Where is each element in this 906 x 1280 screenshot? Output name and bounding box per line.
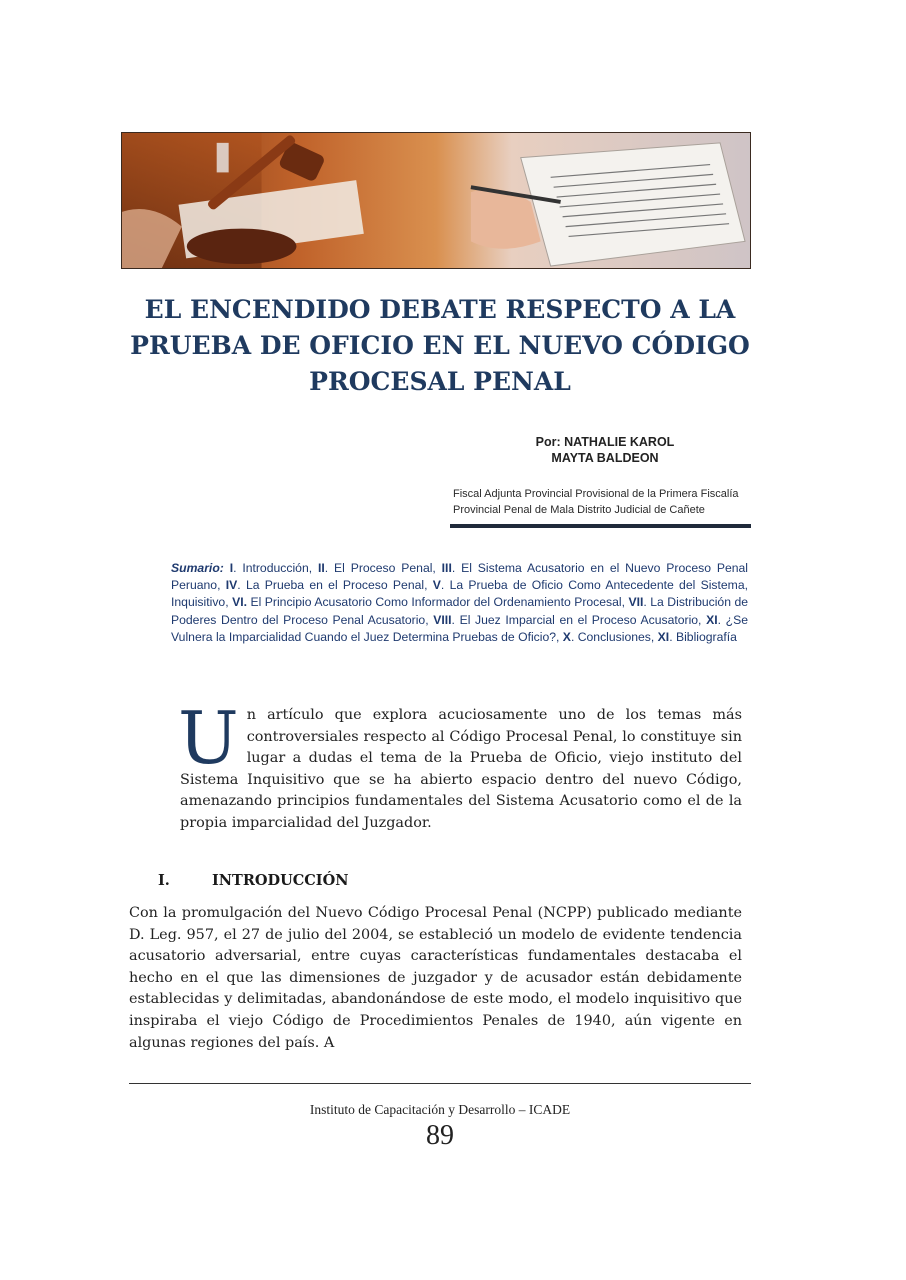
summary-item-num: XI [657, 629, 670, 644]
summary-item-text: El Proceso Penal, [334, 561, 436, 575]
footer-divider [129, 1083, 751, 1084]
summary-label: Sumario: [171, 561, 224, 575]
section-title: INTRODUCCIÓN [212, 872, 349, 889]
page-number: 89 [426, 1120, 454, 1151]
header-banner-image [121, 132, 751, 269]
section-body-paragraph: Con la promulgación del Nuevo Código Procesal Penal (NCPP) publicado mediante D. Leg. 957, el 27 de julio del 2004, se estableció un modelo de evidente tendencia acusatorio adversarial, entre cuyas características fundamentales destacaba el hecho en el que las dimensiones de juzgador y de acusador están debidamente establecidas y delimitadas, abandonándose de este modo, el modelo inquisitivo que inspiraba el viejo Código de Procedimientos Penales de 1940, aún vigente en algunas regiones del país. A [129, 905, 742, 1051]
summary-item-text: El Juez Imparcial en el Proceso Acusatorio, [459, 612, 702, 627]
section-heading [158, 872, 348, 889]
section-number: I. [158, 872, 170, 889]
summary-item-num: XI [706, 612, 718, 627]
summary-item-text: ¿Se Vulnera la Imparcialidad Cuando el Juez Determina Pruebas de Oficio?, [171, 612, 748, 644]
abstract-paragraph [178, 696, 742, 835]
affiliation-divider [450, 524, 751, 528]
summary-item-text: Introducción, [242, 561, 313, 575]
byline-line-1: Por: NATHALIE KAROL [535, 435, 675, 449]
summary-item-num: I [229, 561, 234, 575]
footer-institution: Instituto de Capacitación y Desarrollo – ICADE [309, 1102, 571, 1117]
summary-item-text: La Distribución de Poderes Dentro del Proceso Penal Acusatorio, [171, 595, 749, 627]
summary-item-num: VII [628, 595, 644, 610]
summary-item-text: Bibliografía [675, 629, 737, 644]
summary-item-text: La Prueba de Oficio Como Antecedente del Sistema, Inquisitivo, [171, 578, 748, 610]
gavel-and-document-illustration [122, 133, 750, 268]
abstract-dropcap: U [178, 696, 239, 780]
summary-item-text: La Prueba en el Proceso Penal, [245, 578, 428, 593]
summary-item-num: IV [225, 578, 238, 593]
author-affiliation [453, 486, 763, 518]
summary-item-num: II [317, 561, 325, 575]
article-title: EL ENCENDIDO DEBATE RESPECTO A LA PRUEBA DE OFICIO EN EL NUEVO CÓDIGO PROCESAL PENAL [130, 295, 750, 396]
summary-item-num: VI. [232, 595, 247, 610]
summary-item-num: III [441, 561, 452, 575]
summary-item-text: El Sistema Acusatorio en el Nuevo Proceso Penal Peruano, [171, 561, 748, 593]
summary-item-text: El Principio Acusatorio Como Informador del Ordenamiento Procesal, [250, 595, 626, 610]
summary-item-num: VIII [433, 612, 452, 627]
affiliation-line-2: Provincial Penal de Mala Distrito Judicial de Cañete [453, 504, 705, 516]
summary-item-text: Conclusiones, [577, 629, 655, 644]
summary-block: Sumario: I. Introducción, II. El Proceso Penal, III. El Sistema Acusatorio en el Nuevo Proceso Penal Peruano, IV. La Prueba en el Proceso Penal, V. La Prueba de Oficio Como Antecedente del Sistema, Inquisitivo, VI. El Principio Acusatorio Como Informador del Ordenamiento Procesal, VII. La Distribución de Poderes Dentro del Proceso Penal Acusatorio, VIII. El Juez Imparcial en el Proceso Acusatorio, XI. ¿Se Vulnera la Imparcialidad Cuando el Juez Determina Pruebas de Oficio?, X. Conclusiones, XI. Bibliografía [171, 561, 749, 644]
affiliation-line-1: Fiscal Adjunta Provincial Provisional de la Primera Fiscalía [453, 488, 739, 500]
abstract-text: n artículo que explora acuciosamente uno de los temas más controversiales respecto al Código Procesal Penal, lo constituye sin lugar a dudas el tema de la Prueba de Oficio, viejo instituto del Sistema Inquisitivo que se ha abierto espacio dentro del nuevo Código, amenazando principios fundamentales del Sistema Acusatorio como el de la propia imparcialidad del Juzgador. [180, 707, 742, 831]
summary-item-num: V [432, 578, 441, 593]
byline-line-2: MAYTA BALDEON [551, 451, 659, 465]
summary-item-num: X [562, 629, 571, 644]
author-byline [500, 434, 710, 466]
